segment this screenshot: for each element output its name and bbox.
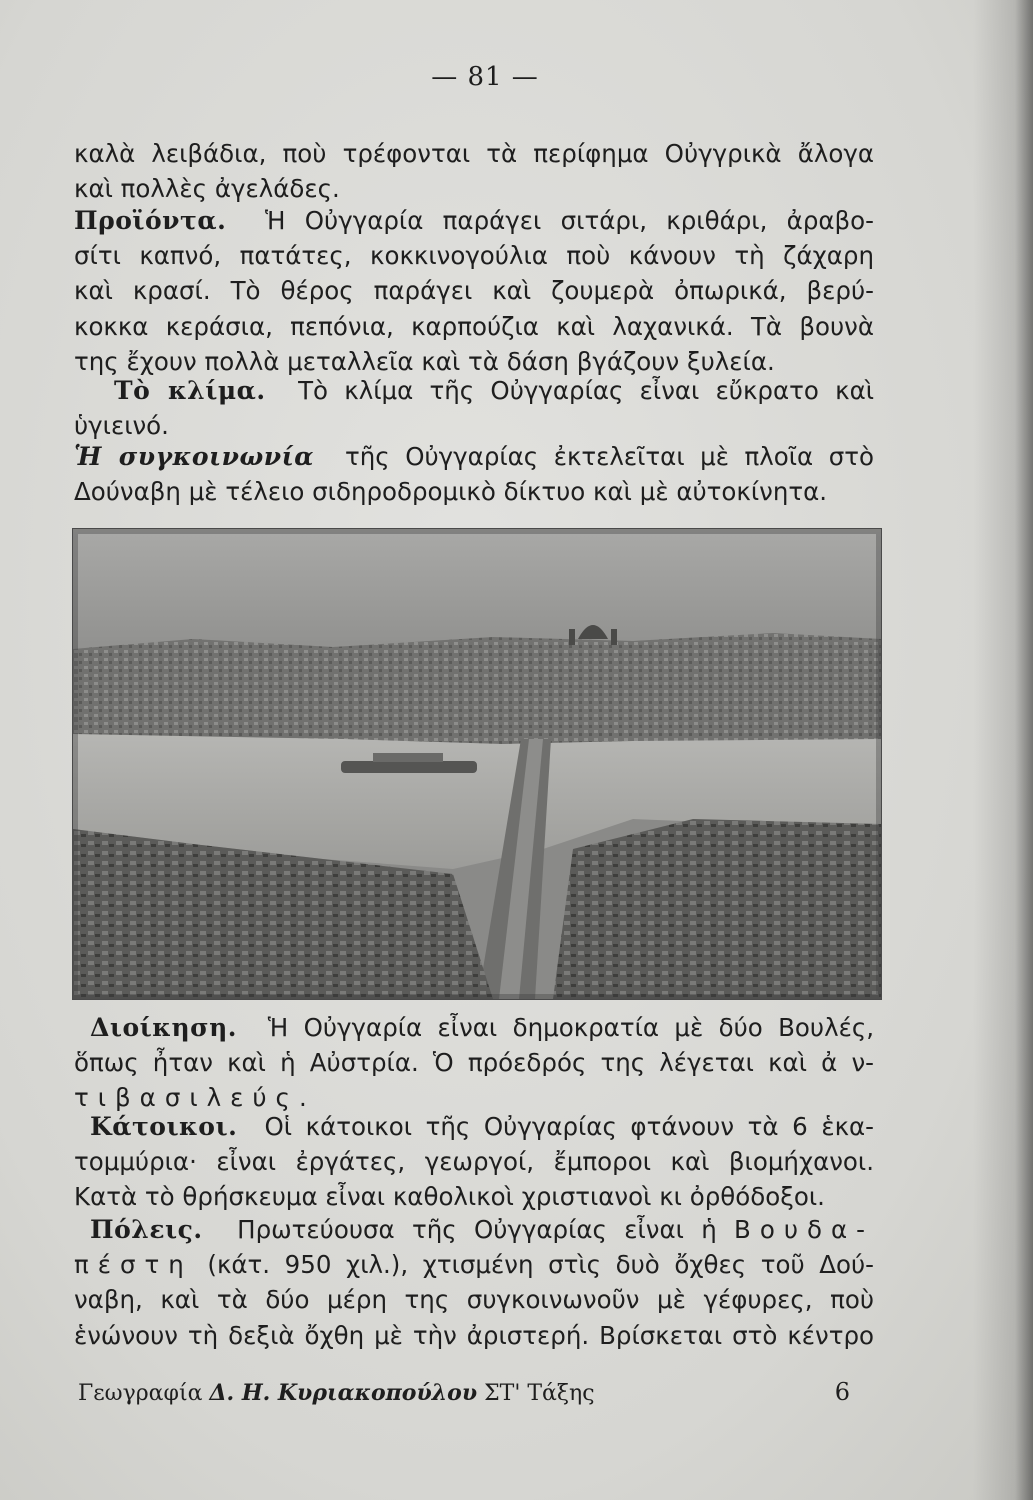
footer-subject: Γεωγραφία bbox=[78, 1381, 203, 1406]
text-line: σίτι καπνό, πατάτες, κοκκινογούλια ποὺ κάνουν τὴ ζάχαρη bbox=[74, 241, 874, 271]
text-line: τομμύρια· εἶναι ἐργάτες, γεωργοί, ἔμποροι καὶ βιομήχανοι. bbox=[74, 1147, 874, 1177]
footer-grade: ΣΤ' Τάξης bbox=[484, 1381, 595, 1406]
basilica-tower bbox=[569, 629, 575, 645]
paragraph-administration bbox=[74, 1010, 874, 1116]
near-bank-right bbox=[553, 819, 881, 999]
steamboat-cabin bbox=[373, 753, 443, 762]
cities-heading: Πόλεις. bbox=[90, 1215, 203, 1244]
transport-heading: Ἡ συγκοινωνία bbox=[74, 442, 314, 471]
text-line bbox=[74, 1109, 874, 1144]
text-line: της ἔχουν πολλὰ μεταλλεῖα καὶ τὰ δάση βγάζουν ξυλεία. bbox=[74, 346, 775, 376]
text-line: Κατὰ τὸ θρήσκευμα εἶναι καθολικοὶ χριστιανοὶ κι ὀρθόδοξοι. bbox=[74, 1182, 825, 1212]
text-line bbox=[74, 1212, 874, 1247]
climate-heading: Τὸ κλίμα. bbox=[114, 376, 266, 405]
bridge-photograph bbox=[72, 528, 882, 1000]
inhabitants-heading: Κάτοικοι. bbox=[90, 1112, 238, 1141]
far-bank-city bbox=[73, 633, 881, 751]
text-line bbox=[74, 1247, 874, 1282]
photograph-illustration bbox=[73, 529, 881, 999]
products-first-line: Ἡ Οὐγγαρία παράγει σιτάρι, κριθάρι, ἀραβο- bbox=[264, 206, 875, 235]
text-line: καλὰ λειβάδια, ποὺ τρέφονται τὰ περίφημα Οὐγγρικὰ ἄλογα bbox=[74, 139, 874, 168]
text-line: ἑνώνουν τὴ δεξιὰ ὄχθη μὲ τὴν ἀριστερή. Βρίσκεται στὸ κέντρο bbox=[74, 1320, 874, 1350]
page-number: — 81 — bbox=[431, 62, 539, 92]
cities-capital-name-part2: πέστη bbox=[74, 1250, 193, 1280]
text-line: κοκκα κεράσια, πεπόνια, καρπούζια καὶ λαχανικά. Τὰ βουνὰ bbox=[74, 311, 874, 341]
text-line: τιβασιλεύς. bbox=[74, 1083, 316, 1113]
footer-title bbox=[78, 1380, 595, 1406]
footer-author: Δ. Η. Κυριακοπούλου bbox=[209, 1380, 478, 1406]
paragraph-products bbox=[74, 203, 874, 379]
administration-heading: Διοίκηση. bbox=[90, 1013, 237, 1042]
paragraph-cities bbox=[74, 1212, 874, 1353]
text-line: ὅπως ἦταν καὶ ἡ Αὐστρία. Ὁ πρόεδρός της λέγεται καὶ ἀ ν- bbox=[74, 1048, 874, 1078]
cities-second-line: (κάτ. 950 χιλ.), χτισμένη στὶς δυὸ ὄχθες τοῦ Δού- bbox=[207, 1250, 874, 1280]
administration-first-line: Ἡ Οὐγγαρία εἶναι δημοκρατία μὲ δύο Βουλές, bbox=[267, 1013, 875, 1042]
text-line: καὶ κρασί. Τὸ θέρος παράγει καὶ ζουμερὰ ὀπωρικά, βερύ- bbox=[74, 276, 874, 306]
text-line: Δούναβη μὲ τέλειο σιδηροδρομικὸ δίκτυο καὶ μὲ αὐτοκίνητα. bbox=[74, 477, 828, 507]
footer-signature-number: 6 bbox=[834, 1378, 850, 1406]
cities-capital-name-part1: Βουδα- bbox=[734, 1215, 875, 1244]
paragraph-transport bbox=[74, 439, 874, 509]
text-line bbox=[74, 439, 874, 474]
steamboat bbox=[341, 761, 477, 773]
transport-first-line: τῆς Οὐγγαρίας ἐκτελεῖται μὲ πλοῖα στὸ bbox=[345, 442, 874, 471]
text-line: ναβη, καὶ τὰ δύο μέρη της συγκοινωνοῦν μὲ γέφυρες, ποὺ bbox=[74, 1285, 874, 1315]
text-line bbox=[74, 1010, 874, 1045]
text-line: καὶ πολλὲς ἀγελάδες. bbox=[74, 174, 340, 204]
page-edge-shadow bbox=[973, 0, 1033, 1500]
inhabitants-first-line: Οἱ κάτοικοι τῆς Οὐγγαρίας φτάνουν τὰ 6 ἑκα- bbox=[264, 1112, 874, 1141]
text-line bbox=[74, 203, 874, 238]
paragraph-inhabitants bbox=[74, 1109, 874, 1215]
paragraph-pastures bbox=[74, 136, 874, 206]
paragraph-climate bbox=[74, 373, 874, 443]
products-heading: Προϊόντα. bbox=[74, 206, 227, 235]
text-line bbox=[74, 373, 874, 408]
text-line: ὑγιεινό. bbox=[74, 411, 169, 441]
cities-first-line: Πρωτεύουσα τῆς Οὐγγαρίας εἶναι ἡ bbox=[237, 1215, 717, 1244]
page-footer bbox=[78, 1378, 850, 1406]
climate-first-line: Τὸ κλίμα τῆς Οὐγγαρίας εἶναι εὔκρατο καὶ bbox=[298, 376, 875, 405]
basilica-tower bbox=[611, 629, 617, 645]
